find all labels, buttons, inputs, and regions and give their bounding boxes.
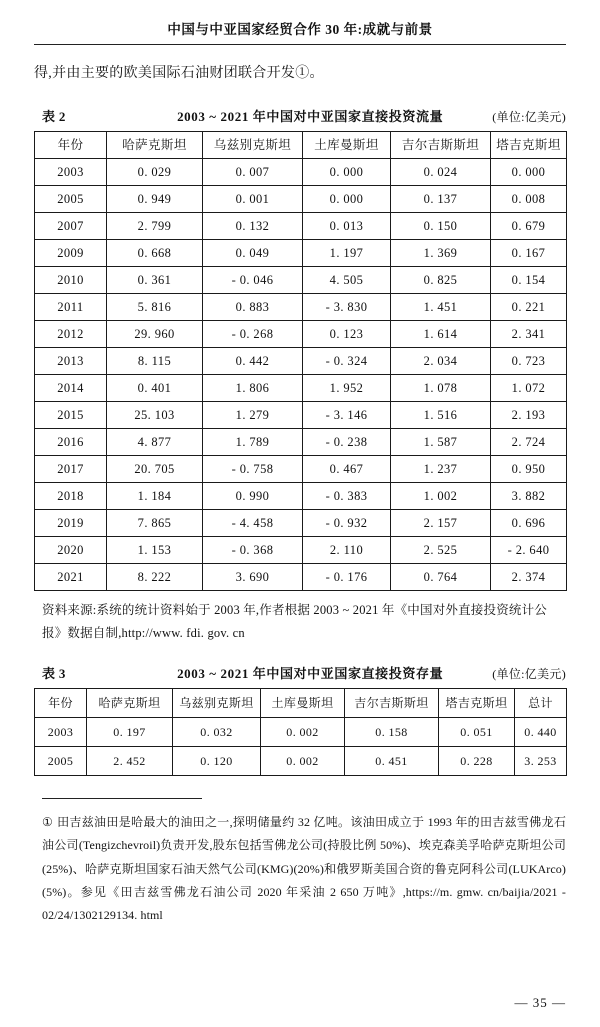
footnote-text: 田吉兹油田是哈最大的油田之一,探明储量约 32 亿吨。该油田成立于 1993 年的田吉兹雪佛龙石油公司(Tengizchevroil)负责开发,股东包括雪佛龙公司(持股比例 50%)、埃克森美孚哈萨克斯坦公司(25%)、哈萨克斯坦国家石油天然气公司(KMG)(20%)和俄罗斯美国合资的鲁克阿科公司(LUKArco)(5%)。参见《田吉兹雪佛龙石油公司 2020 年采油 2 650 万吨》,https://m. gmw. cn/baijia/2021 - 02/24/1302129134. html (42, 814, 567, 923)
table3-unit: (单位:亿美元) (492, 666, 566, 681)
data-cell: 0. 002 (261, 717, 345, 746)
row-year-cell: 2020 (35, 536, 107, 563)
data-cell: 1. 237 (391, 455, 491, 482)
data-cell: 0. 467 (303, 455, 391, 482)
data-cell: 0. 000 (303, 185, 391, 212)
data-cell: - 4. 458 (203, 509, 303, 536)
data-cell: - 0. 046 (203, 266, 303, 293)
data-cell: 0. 158 (345, 717, 439, 746)
table2-col-5: 塔吉克斯坦 (491, 131, 567, 158)
data-cell: 0. 442 (203, 347, 303, 374)
table2-caption (34, 106, 566, 125)
data-cell: 0. 197 (87, 717, 173, 746)
table-row (35, 293, 567, 320)
row-year-cell: 2016 (35, 428, 107, 455)
table-header-row (35, 688, 567, 717)
data-cell: 0. 825 (391, 266, 491, 293)
data-cell: 0. 002 (261, 746, 345, 775)
table2-source-note: 资料来源:系统的统计资料始于 2003 年,作者根据 2003 ~ 2021 年《中国对外直接投资统计公报》数据自制,http://www. fdi. gov. cn (42, 602, 548, 640)
data-cell: 5. 816 (107, 293, 203, 320)
data-cell: 3. 882 (491, 482, 567, 509)
data-cell: 0. 123 (303, 320, 391, 347)
data-cell: 0. 228 (439, 746, 515, 775)
data-cell: 0. 440 (515, 717, 567, 746)
data-cell: - 0. 932 (303, 509, 391, 536)
data-cell: 0. 024 (391, 158, 491, 185)
table-row (35, 266, 567, 293)
data-cell: 0. 051 (439, 717, 515, 746)
data-cell: 1. 153 (107, 536, 203, 563)
table-row (35, 320, 567, 347)
footnote (34, 811, 566, 928)
data-cell: 2. 724 (491, 428, 567, 455)
data-cell: - 0. 383 (303, 482, 391, 509)
data-cell: 2. 452 (87, 746, 173, 775)
data-cell: 1. 279 (203, 401, 303, 428)
data-cell: 4. 505 (303, 266, 391, 293)
data-cell: 0. 723 (491, 347, 567, 374)
table2-col-1: 哈萨克斯坦 (107, 131, 203, 158)
data-cell: 0. 120 (173, 746, 261, 775)
data-cell: 0. 007 (203, 158, 303, 185)
table-row (35, 717, 567, 746)
data-cell: 0. 883 (203, 293, 303, 320)
data-cell: 2. 110 (303, 536, 391, 563)
data-cell: 2. 341 (491, 320, 567, 347)
data-cell: 1. 184 (107, 482, 203, 509)
table2-unit: (单位:亿美元) (492, 109, 566, 124)
table-investment-stock (34, 688, 567, 776)
data-cell: 1. 451 (391, 293, 491, 320)
data-cell: - 3. 146 (303, 401, 391, 428)
table3-caption (34, 663, 566, 682)
row-year-cell: 2010 (35, 266, 107, 293)
row-year-cell: 2021 (35, 563, 107, 590)
data-cell: 0. 013 (303, 212, 391, 239)
table3-col-0: 年份 (35, 688, 87, 717)
data-cell: 2. 034 (391, 347, 491, 374)
data-cell: 1. 789 (203, 428, 303, 455)
row-year-cell: 2009 (35, 239, 107, 266)
data-cell: 0. 029 (107, 158, 203, 185)
data-cell: 1. 078 (391, 374, 491, 401)
data-cell: 0. 154 (491, 266, 567, 293)
data-cell: 29. 960 (107, 320, 203, 347)
data-cell: 0. 696 (491, 509, 567, 536)
header-divider (34, 44, 566, 45)
table3-col-3: 土库曼斯坦 (261, 688, 345, 717)
data-cell: 0. 167 (491, 239, 567, 266)
table2-title: 2003 ~ 2021 年中国对中亚国家直接投资流量 (177, 108, 444, 124)
data-cell: 1. 587 (391, 428, 491, 455)
table-row (35, 374, 567, 401)
data-cell: 1. 516 (391, 401, 491, 428)
row-year-cell: 2012 (35, 320, 107, 347)
data-cell: - 0. 324 (303, 347, 391, 374)
data-cell: 8. 222 (107, 563, 203, 590)
row-year-cell: 2003 (35, 158, 107, 185)
row-year-cell: 2005 (35, 746, 87, 775)
table-row (35, 746, 567, 775)
row-year-cell: 2018 (35, 482, 107, 509)
footnote-divider (42, 798, 202, 799)
data-cell: 1. 369 (391, 239, 491, 266)
data-cell: - 3. 830 (303, 293, 391, 320)
data-cell: 3. 253 (515, 746, 567, 775)
data-cell: 0. 000 (303, 158, 391, 185)
data-cell: 0. 950 (491, 455, 567, 482)
data-cell: 0. 001 (203, 185, 303, 212)
data-cell: 0. 008 (491, 185, 567, 212)
data-cell: 0. 990 (203, 482, 303, 509)
data-cell: 1. 952 (303, 374, 391, 401)
table-row (35, 482, 567, 509)
data-cell: 0. 361 (107, 266, 203, 293)
data-cell: 0. 679 (491, 212, 567, 239)
data-cell: 0. 764 (391, 563, 491, 590)
data-cell: 3. 690 (203, 563, 303, 590)
table3-label: 表 3 (42, 665, 66, 681)
table3-col-4: 吉尔吉斯斯坦 (345, 688, 439, 717)
data-cell: 7. 865 (107, 509, 203, 536)
data-cell: 8. 115 (107, 347, 203, 374)
table-row (35, 185, 567, 212)
table-row (35, 536, 567, 563)
table-header-row (35, 131, 567, 158)
table2-label: 表 2 (42, 108, 66, 124)
data-cell: 20. 705 (107, 455, 203, 482)
row-year-cell: 2019 (35, 509, 107, 536)
table3-col-2: 乌兹别克斯坦 (173, 688, 261, 717)
page-number: — 35 — (514, 995, 566, 1010)
data-cell: 0. 221 (491, 293, 567, 320)
table-row (35, 563, 567, 590)
data-cell: 1. 072 (491, 374, 567, 401)
footnote-marker: ① (42, 814, 54, 829)
data-cell: 2. 799 (107, 212, 203, 239)
data-cell: 1. 806 (203, 374, 303, 401)
row-year-cell: 2007 (35, 212, 107, 239)
table2-col-0: 年份 (35, 131, 107, 158)
data-cell: 1. 002 (391, 482, 491, 509)
data-cell: 0. 000 (491, 158, 567, 185)
data-cell: 0. 668 (107, 239, 203, 266)
row-year-cell: 2011 (35, 293, 107, 320)
data-cell: - 0. 176 (303, 563, 391, 590)
data-cell: - 0. 268 (203, 320, 303, 347)
table-row (35, 428, 567, 455)
row-year-cell: 2005 (35, 185, 107, 212)
data-cell: 2. 374 (491, 563, 567, 590)
running-head: 中国与中亚国家经贸合作 30 年:成就与前景 (167, 22, 433, 37)
row-year-cell: 2015 (35, 401, 107, 428)
table-row (35, 347, 567, 374)
table3-title: 2003 ~ 2021 年中国对中亚国家直接投资存量 (177, 665, 444, 681)
data-cell: - 0. 368 (203, 536, 303, 563)
data-cell: 2. 157 (391, 509, 491, 536)
data-cell: 0. 132 (203, 212, 303, 239)
table2-col-3: 土库曼斯坦 (303, 131, 391, 158)
row-year-cell: 2017 (35, 455, 107, 482)
table-row (35, 509, 567, 536)
table3-col-6: 总计 (515, 688, 567, 717)
table-row (35, 239, 567, 266)
data-cell: 25. 103 (107, 401, 203, 428)
table-investment-flow (34, 131, 567, 591)
table2-col-2: 乌兹别克斯坦 (203, 131, 303, 158)
data-cell: 0. 401 (107, 374, 203, 401)
data-cell: 0. 949 (107, 185, 203, 212)
data-cell: - 0. 238 (303, 428, 391, 455)
table3-col-1: 哈萨克斯坦 (87, 688, 173, 717)
data-cell: 0. 451 (345, 746, 439, 775)
data-cell: 0. 150 (391, 212, 491, 239)
row-year-cell: 2003 (35, 717, 87, 746)
body-paragraph: 得,并由主要的欧美国际石油财团联合开发①。 (34, 66, 324, 81)
table-row (35, 455, 567, 482)
data-cell: 1. 197 (303, 239, 391, 266)
data-cell: 2. 193 (491, 401, 567, 428)
data-cell: - 2. 640 (491, 536, 567, 563)
data-cell: 1. 614 (391, 320, 491, 347)
row-year-cell: 2013 (35, 347, 107, 374)
data-cell: 0. 032 (173, 717, 261, 746)
table-row (35, 401, 567, 428)
table2-col-4: 吉尔吉斯斯坦 (391, 131, 491, 158)
table-row (35, 158, 567, 185)
data-cell: 0. 049 (203, 239, 303, 266)
table-row (35, 212, 567, 239)
row-year-cell: 2014 (35, 374, 107, 401)
data-cell: 0. 137 (391, 185, 491, 212)
table3-col-5: 塔吉克斯坦 (439, 688, 515, 717)
data-cell: 2. 525 (391, 536, 491, 563)
data-cell: - 0. 758 (203, 455, 303, 482)
data-cell: 4. 877 (107, 428, 203, 455)
